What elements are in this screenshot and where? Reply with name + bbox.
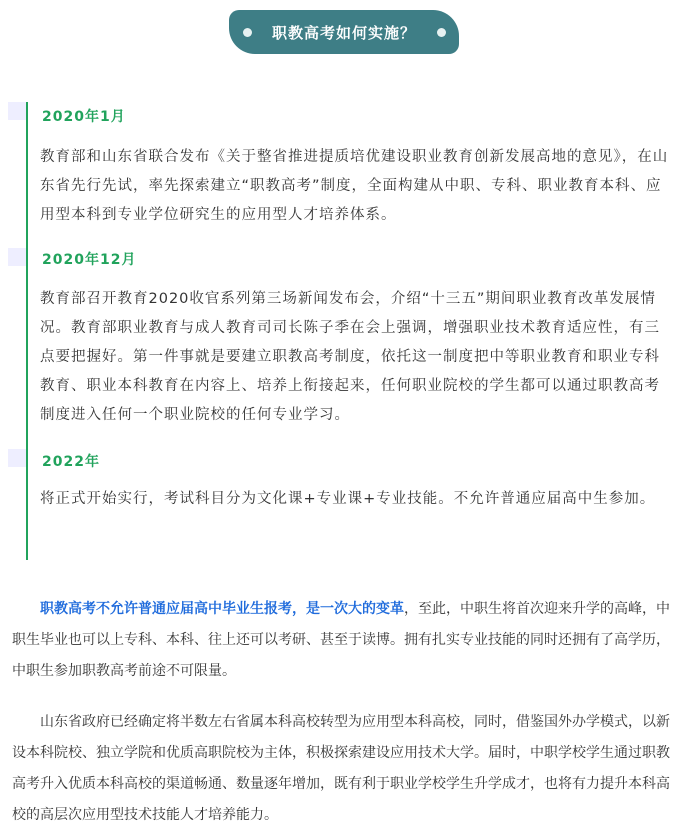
timeline-date: 2020年12月 — [42, 252, 137, 268]
paragraph-2: 山东省政府已经确定将半数左右省属本科高校转型为应用型本科高校，同时，借鉴国外办学模式，以新设本科院校、独立学院和优质高职院校为主体，积极探索建设应用技术大学。届时，中职学校学生通过职教高考升入优质本科高校的渠道畅通、数量逐年增加，既有利于职业学校学生升学成才，也将有力提升本科高校的高层次应用型技术技能人才培养能力。 — [12, 714, 670, 823]
timeline-marker — [8, 449, 26, 467]
timeline-line — [26, 102, 28, 560]
header-pill — [229, 10, 459, 54]
timeline-date: 2022年 — [42, 454, 100, 470]
highlight-text: 职教高考不允许普通应届高中毕业生报考，是一次大的变革 — [40, 601, 404, 617]
timeline-text: 教育部召开教育2020收官系列第三场新闻发布会，介绍“十三五”期间职业教育改革发展情况。教育部职业教育与成人教育司司长陈子季在会上强调，增强职业技术教育适应性，有三点要把握好。第一件事就是要建立职教高考制度，依托这一制度把中等职业教育和职业专科教育、职业本科教育在内容上、培养上衔接起来，任何职业院校的学生都可以通过职教高考制度进入任何一个职业院校的任何专业学习。 — [40, 291, 660, 423]
timeline-text: 教育部和山东省联合发布《关于整省推进提质培优建设职业教育创新发展高地的意见》，在山东省先行先试，率先探索建立“职教高考”制度，全面构建从中职、专科、职业教育本科、应用型本科到专业学位研究生的应用型人才培养体系。 — [40, 149, 669, 223]
timeline — [8, 102, 678, 562]
timeline-date: 2020年1月 — [42, 109, 126, 125]
timeline-marker — [8, 248, 26, 266]
paragraph-1 — [12, 594, 678, 687]
section-header — [0, 0, 687, 80]
section-title: 职教高考如何实施？ — [271, 24, 416, 42]
paragraph-1-text: ，至此，中职生将首次迎来升学的高峰，中职生毕业也可以上专科、本科、往上还可以考研、甚至于读博。拥有扎实专业技能的同时还拥有了高学历，中职生参加职教高考前途不可限量。 — [12, 601, 670, 679]
timeline-text: 将正式开始实行，考试科目分为文化课+专业课+专业技能。不允许普通应届高中生参加。 — [40, 491, 656, 507]
timeline-marker — [8, 102, 26, 120]
